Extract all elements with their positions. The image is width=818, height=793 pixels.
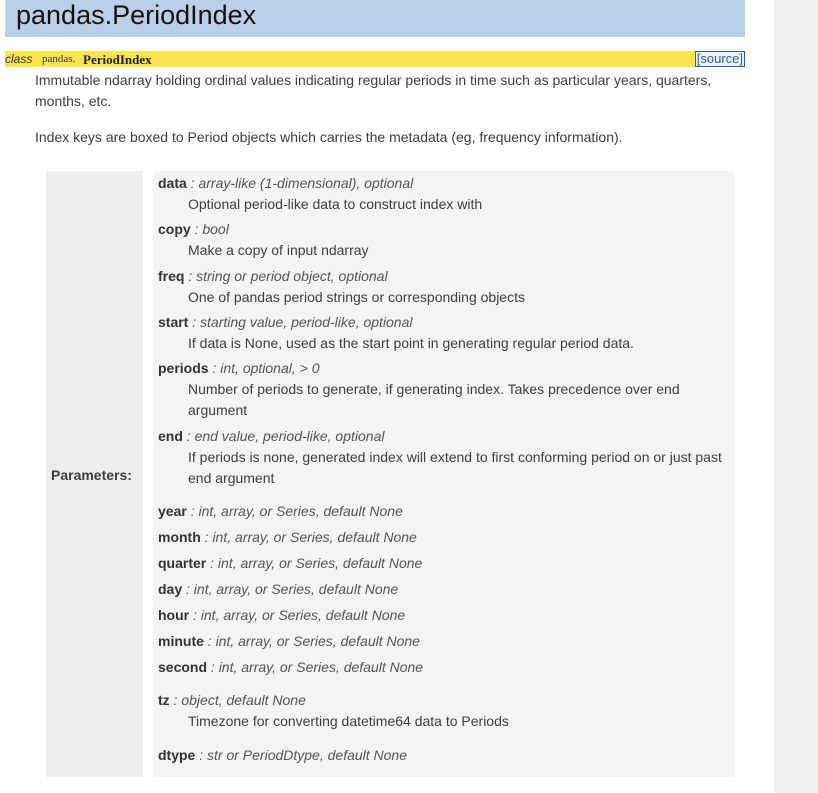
param-desc: One of pandas period strings or corresponding objects [188,289,525,305]
param-name: second [158,659,208,675]
param-type: int, array, or Series, default None [198,503,403,519]
param-name: end [158,428,183,444]
page-title: pandas.PeriodIndex [16,0,257,30]
param-sep: : [195,747,208,763]
param-item-year [158,501,728,522]
param-type: end value, period-like, optional [194,428,385,444]
param-name: year [158,503,187,519]
param-sep: : [182,428,195,444]
param-sep: : [184,268,197,284]
param-item-month [158,527,728,548]
param-name: copy [158,221,191,237]
param-type: bool [202,221,229,237]
param-name: freq [158,268,185,284]
param-sep: : [190,221,203,237]
param-item-day [158,579,728,600]
param-item-periods [158,358,728,421]
param-type: int, array, or Series, default None [215,633,420,649]
description-paragraph: Immutable ndarray holding ordinal values indicating regular periods in time such as particular years, quarters, months, etc. [35,72,712,109]
param-desc: Timezone for converting datetime64 data to Periods [188,713,509,729]
param-item-minute [158,631,728,652]
param-desc: If periods is none, generated index will extend to first conforming period on or just past end argument [188,449,722,486]
title-bar [5,0,745,37]
class-keyword: class [5,52,33,66]
param-name: tz [158,692,170,708]
param-type: int, array, or Series, default None [193,581,399,597]
param-sep: : [186,503,199,519]
param-sep: : [200,529,213,545]
param-type: array-like (1-dimensional), optional [198,175,414,191]
param-sep: : [206,555,218,571]
param-sep: : [208,360,221,376]
param-name: day [158,581,183,597]
param-item-tz [158,690,728,732]
param-item-copy [158,219,728,261]
param-item-second [158,657,728,678]
param-type: int, array, or Series, default None [217,555,423,571]
param-type: int, array, or Series, default None [218,659,424,675]
param-name: data [158,175,187,191]
parameters-label-column [46,171,143,777]
param-item-quarter [158,553,728,574]
param-sep: : [169,692,182,708]
class-signature [5,51,745,67]
param-type: int, array, or Series, default None [212,529,417,545]
param-item-hour [158,605,728,626]
param-desc: Make a copy of input ndarray [188,242,369,258]
param-type: object, default None [181,692,306,708]
param-type: string or period object, optional [196,268,388,284]
param-sep: : [189,607,201,623]
param-name: hour [158,607,190,623]
param-item-data [158,173,728,215]
param-sep: : [186,175,199,191]
param-name: minute [158,633,204,649]
param-name: dtype [158,747,196,763]
class-module: pandas. [42,53,76,65]
parameters-list [153,171,735,777]
param-type: starting value, period-like, optional [200,314,413,330]
param-sep: : [182,581,194,597]
class-name: PeriodIndex [83,52,152,67]
param-name: start [158,314,189,330]
param-desc: Optional period-like data to construct index with [188,196,483,212]
param-sep: : [203,633,216,649]
param-name: quarter [158,555,207,571]
parameters-label: Parameters: [51,467,132,483]
param-item-end [158,426,728,489]
param-item-dtype [158,745,728,766]
description-paragraph: Index keys are boxed to Period objects which carries the metadata (eg, frequency information). [35,129,623,145]
param-sep: : [188,314,201,330]
param-type: int, optional, > 0 [220,360,320,376]
param-desc: If data is None, used as the start point in generating regular period data. [188,335,634,351]
param-type: str or PeriodDtype, default None [207,747,408,763]
param-sep: : [207,659,219,675]
param-name: month [158,529,201,545]
param-desc: Number of periods to generate, if generating index. Takes precedence over end argument [188,381,680,418]
right-gutter [774,0,818,793]
source-link[interactable]: [source] [696,51,743,66]
param-item-start [158,312,728,354]
param-item-freq [158,266,728,308]
param-name: periods [158,360,209,376]
param-type: int, array, or Series, default None [200,607,406,623]
